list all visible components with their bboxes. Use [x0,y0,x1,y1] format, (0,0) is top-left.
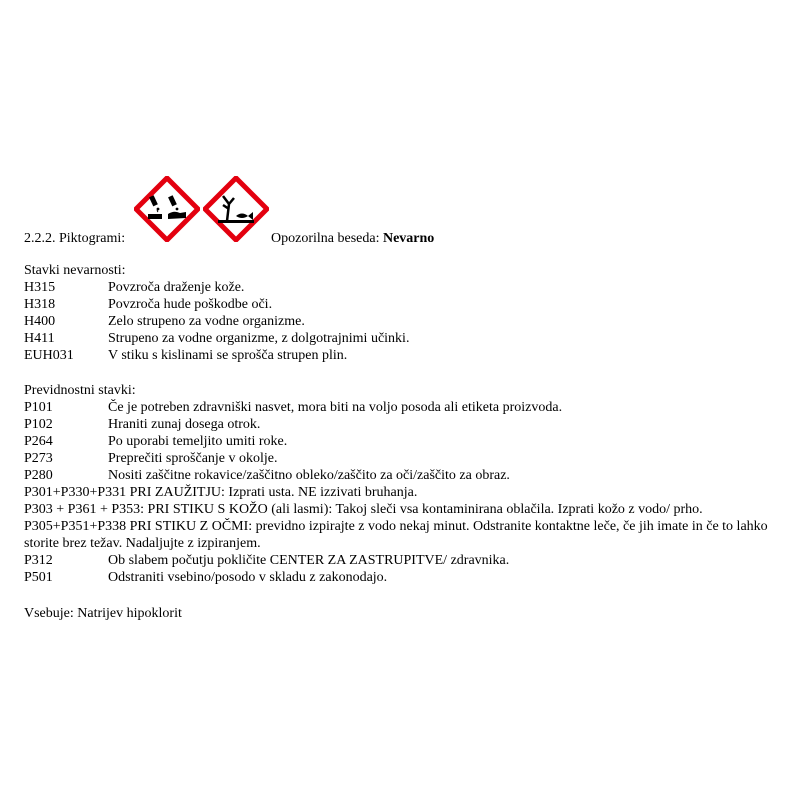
pictogram-section [24,176,794,246]
hazard-text: Strupeno za vodne organizme, z dolgotrajnimi učinki. [108,331,410,346]
hazard-text: Povzroča hude poškodbe oči. [108,297,273,312]
environment-pictogram-icon [203,176,269,242]
hazard-code: H411 [24,331,55,346]
precaution-text: Nositi zaščitne rokavice/zaščitno obleko/zaščito za oči/zaščito za obraz. [108,468,510,483]
precaution-row [24,450,794,467]
precaution-combined-eyes: P305+P351+P338 PRI STIKU Z OČMI: previdno izpirajte z vodo nekaj minut. Odstranite kontaktne leče, če jih imate in če to lahko storite brez težav. Nadaljujte z izpiranjem. [24,519,768,551]
hazard-statements [24,262,794,364]
precaution-combined-ingestion: P301+P330+P331 PRI ZAUŽITJU: Izprati usta. NE izzivati bruhanja. [24,485,418,500]
precaution-row [24,416,794,433]
hazard-text: Zelo strupeno za vodne organizme. [108,314,305,329]
precaution-text: Hraniti zunaj dosega otrok. [108,417,261,432]
contains-text: Vsebuje: Natrijev hipoklorit [24,606,182,621]
hazard-row [24,296,794,313]
precaution-code: P312 [24,553,53,568]
precaution-combined-skin: P303 + P361 + P353: PRI STIKU S KOŽO (ali lasmi): Takoj sleči vsa kontaminirana oblačila. Izprati kožo z vodo/ prho. [24,502,703,517]
precaution-code: P501 [24,570,53,585]
precaution-text: Odstraniti vsebino/posodo v skladu z zakonodajo. [108,570,388,585]
hazard-row [24,313,794,330]
signal-word-label: Opozorilna beseda: [271,231,380,246]
precaution-code: P280 [24,468,53,483]
precaution-code: P273 [24,451,53,466]
precaution-text: Preprečiti sproščanje v okolje. [108,451,278,466]
precaution-row [24,399,794,416]
precaution-row [24,569,794,586]
contains-line [24,605,794,622]
hazard-row [24,347,794,364]
precaution-heading: Previdnostni stavki: [24,383,136,398]
hazard-code: H318 [24,297,56,312]
hazard-code: EUH031 [24,348,74,363]
precaution-row [24,433,794,450]
precaution-text: Po uporabi temeljito umiti roke. [108,434,288,449]
hazard-row [24,279,794,296]
hazard-code: H400 [24,314,56,329]
corrosion-pictogram-icon [134,176,200,242]
signal-word: Nevarno [382,231,435,246]
hazard-row [24,330,794,347]
precaution-code: P264 [24,434,53,449]
signal-word-line [271,230,434,247]
precaution-row [24,552,794,569]
precautionary-statements [24,382,794,586]
precaution-text: Ob slabem počutju pokličite CENTER ZA ZASTRUPITVE/ zdravnika. [108,553,510,568]
precaution-code: P102 [24,417,53,432]
precaution-code: P101 [24,400,53,415]
pictograms-label: 2.2.2. Piktogrami: [24,231,126,246]
hazard-text: Povzroča draženje kože. [108,280,245,295]
precaution-row [24,467,794,484]
hazard-code: H315 [24,280,56,295]
precaution-text: Če je potreben zdravniški nasvet, mora biti na voljo posoda ali etiketa proizvoda. [108,400,563,415]
hazard-text: V stiku s kislinami se sprošča strupen plin. [108,348,348,363]
hazard-heading: Stavki nevarnosti: [24,263,126,278]
